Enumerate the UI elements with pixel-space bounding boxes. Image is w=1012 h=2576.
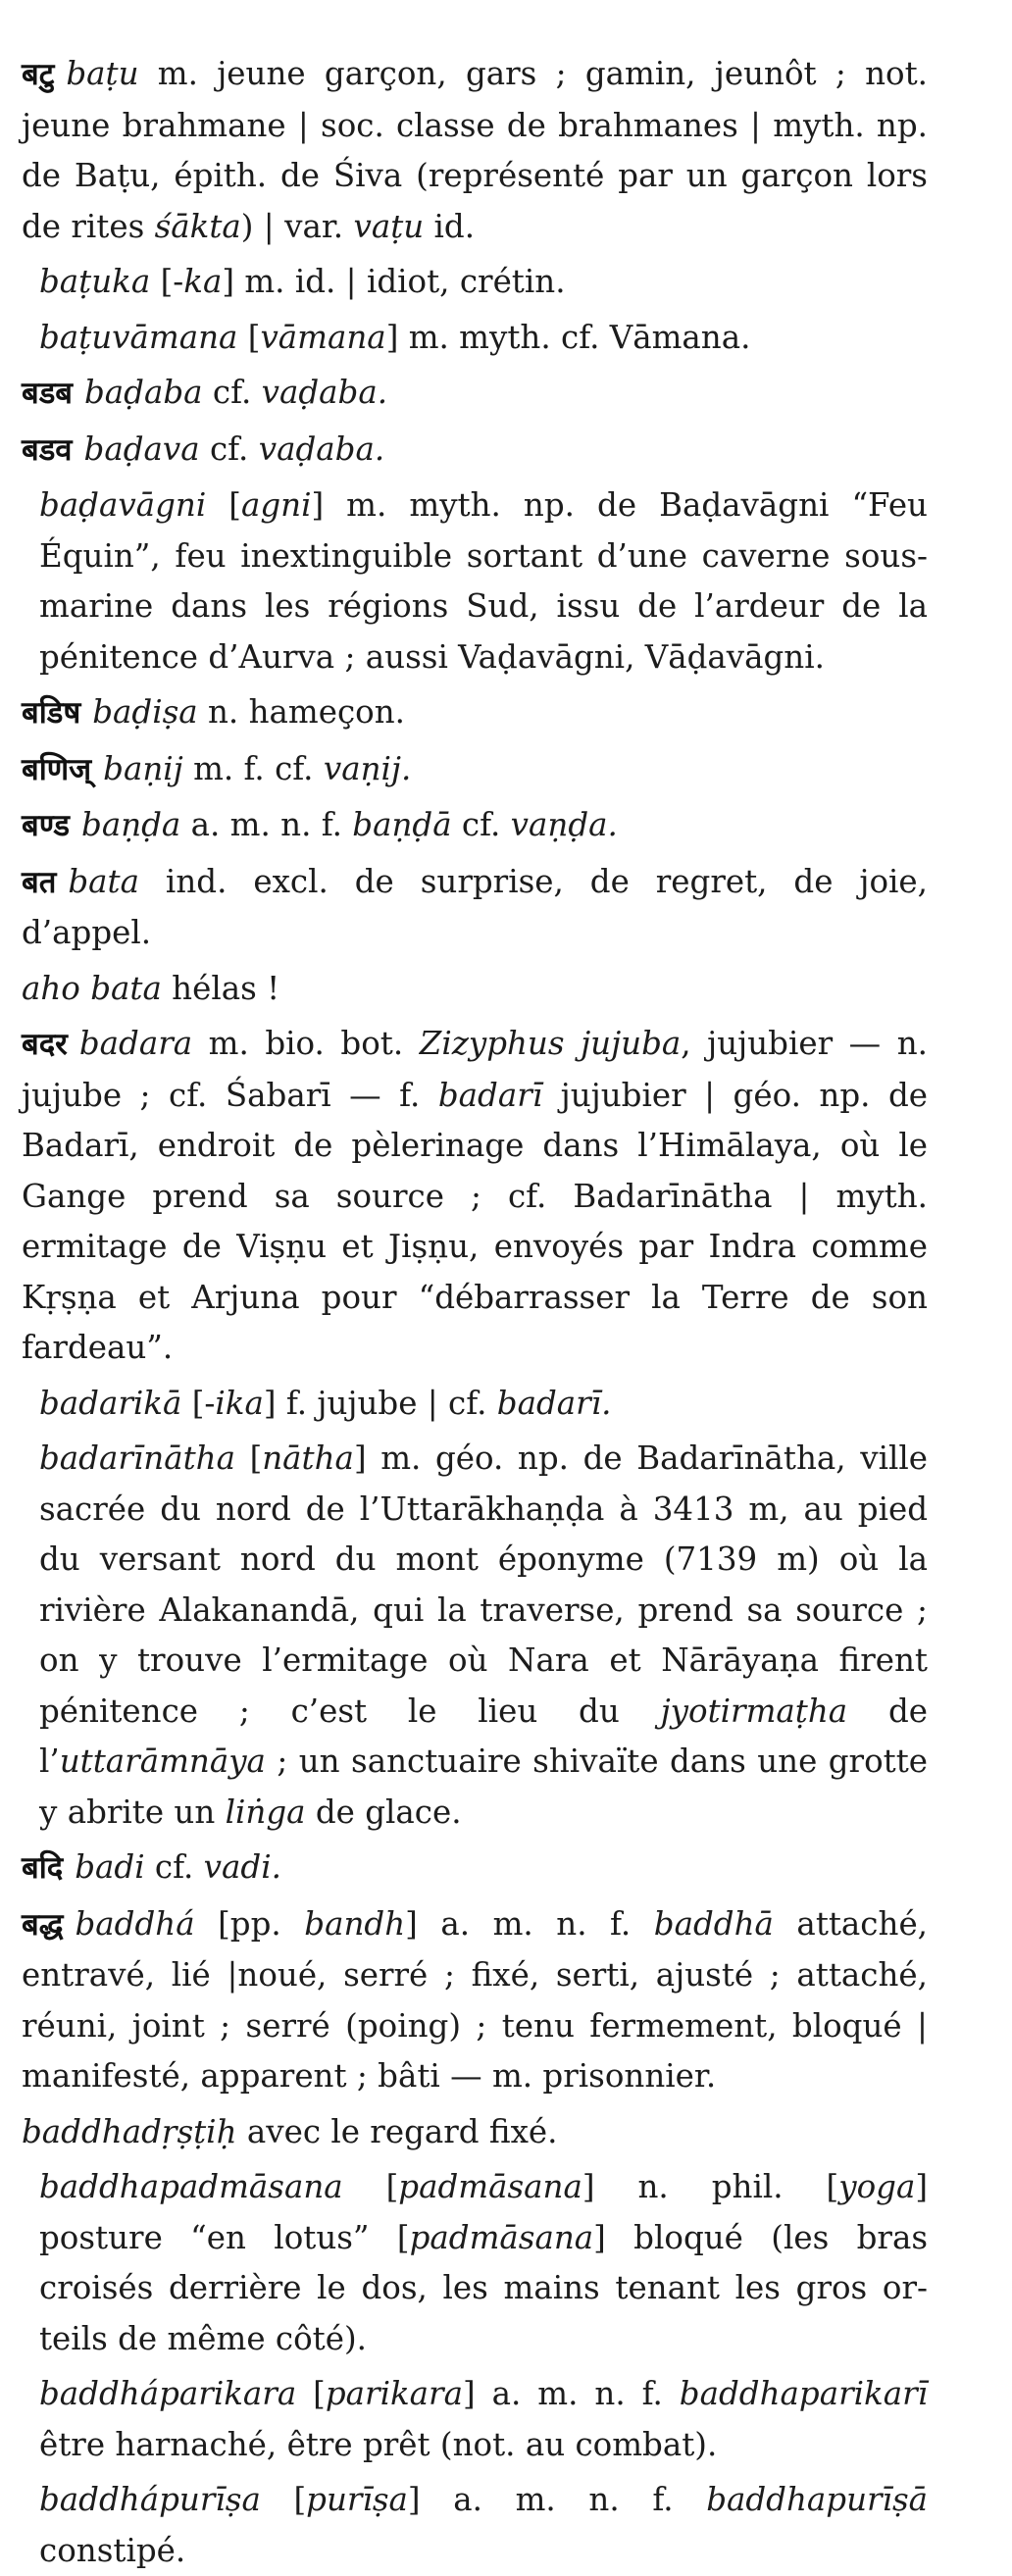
definition-text: hélas ! [161,969,280,1007]
sub-entry [22,313,928,364]
definition-text: être harnaché, être prêt (not. au combat). [39,2425,718,2463]
definition-text: n. hameçon. [197,693,405,731]
definition-text: [ [296,2375,326,2412]
italic-term: baṭuka [39,263,151,300]
definition-text: [ [260,2481,307,2518]
devanagari-headword: बत [22,864,57,900]
italic-term: uttarāmnāya [59,1743,266,1780]
italic-term: baṭuvāmana [39,318,238,356]
definition-text: ] m. myth. cf. Vāmana. [385,318,751,356]
italic-term: baddhapadmāsana [39,2168,343,2205]
italic-term: baddhá [75,1904,195,1943]
devanagari-headword: बडब [22,376,73,411]
definition-text: m. f. cf. [182,749,324,787]
definition-text: ) | var. [240,207,354,245]
definition-text: de l’ [39,1692,928,1780]
dictionary-entry [22,425,928,477]
devanagari-headword: बटु [22,57,55,92]
italic-term: baddháparikara [39,2375,297,2412]
italic-term: padmāsana [409,2218,594,2256]
sub-entry [22,480,928,682]
italic-term: parikara [325,2375,463,2412]
italic-term: baṇḍa [81,806,181,843]
devanagari-headword: बडव [22,431,73,468]
italic-term: badarī [437,1076,543,1114]
italic-term: vāmana [260,318,386,356]
definition-text: cf. [451,806,511,843]
italic-term: baddhapurīṣā [706,2481,929,2518]
devanagari-headword: बण्ड [22,808,71,843]
italic-term: padmāsana [398,2168,582,2205]
italic-term: baṭu [66,55,139,92]
italic-term: nātha [262,1440,354,1477]
italic-term: liṅga [225,1793,306,1831]
italic-term: purīṣa [306,2481,408,2518]
definition-text: ] a. m. n. f. [462,2375,680,2412]
definition-text: [ [237,318,261,356]
dictionary-entry [22,49,928,252]
definition-text: [ [206,486,241,524]
sub-entry [22,2162,928,2364]
italic-term: baḍiṣa [92,693,198,731]
definition-text: m. bio. bot. [192,1025,420,1062]
sub-entry [22,2369,928,2470]
definition-text: ] m. géo. np. de Badarīnātha, ville sacrée du nord de l’Uttarākhaṇḍa à 3413 m, au pied du versant nord du mont éponyme (7139 m) où la rivière Alakanandā, qui la traverse, prend sa source ; on y trouve l’ermitage où Nara et Nārāyaṇa firent pénitence ; c’est le lieu du [39,1440,928,1730]
italic-term: agni [240,486,312,524]
dictionary-entry [22,1019,928,1374]
italic-term: baṇij [103,749,183,787]
definition-text: ] a. m. n. f. [405,1904,654,1943]
devanagari-headword: बदि [22,1850,64,1886]
italic-term: bandh [304,1904,406,1943]
definition-text: de glace. [305,1793,462,1831]
italic-term: baddhaparikarī [679,2375,929,2412]
definition-text: cf. [202,374,262,411]
definition-text: ] bloqué (les bras croisés derrière le dos, les mains tenant les gros orteils de même côté). [39,2218,928,2357]
devanagari-headword: बदर [22,1027,68,1062]
definition-text: avec le regard fixé. [236,2112,558,2150]
definition-text: attaché, entravé, lié |noué, serré ; fixé, serti, ajusté ; attaché, réuni, joint ; serré (poing) ; tenu fermement, bloqué | manifesté, apparent ; bâti — m. prisonnier. [22,1904,929,2095]
definition-text: ] f. jujube | cf. [263,1384,497,1422]
italic-term: badarīnātha [39,1440,235,1477]
definition-text: jujubier | géo. np. de Badarī, endroit de pèlerinage dans l’Himālaya, où le Gange prend sa source ; cf. Badarīnātha | myth. ermitage de Viṣṇu et Jiṣṇu, envoyés par Indra comme Kṛṣṇa et Arjuna pour “débarrasser la Terre de son fardeau”. [22,1076,928,1366]
dictionary-entry [22,1843,928,1894]
definition-text: m. jeune garçon, gars ; gamin, jeunôt ; not. jeune brahmane | soc. classe de brahmanes | myth. np. de Baṭu, épith. de Śiva (représenté par un garçon lors de rites [22,55,928,245]
definition-text: , jujubier — n. jujube ; cf. Śabarī — f. [22,1025,928,1114]
sub-entry [22,1434,928,1838]
definition-text: ] a. m. n. f. [407,2481,707,2518]
dictionary-entry [22,687,928,739]
italic-term: vaṭu [353,207,425,245]
italic-term: badarī. [496,1384,612,1422]
italic-term: śākta [154,207,241,245]
italic-term: baddhā [653,1904,774,1943]
dictionary-entry [22,2107,928,2158]
sub-entry [22,1379,928,1430]
italic-term: vadi. [203,1848,281,1886]
italic-term: ika [215,1384,264,1422]
italic-term: baḍavāgni [39,486,207,524]
italic-term: aho bata [22,969,162,1007]
definition-text: ind. excl. de surprise, de regret, de joie, d’appel. [22,862,928,951]
definition-text: id. [424,207,476,245]
definition-text: ] m. myth. np. de Baḍavāgni “Feu Équin”, feu inextinguible sortant d’une caverne sous-marine dans les régions Sud, issu de l’ardeur de la pénitence d’Aurva ; aussi Vaḍavāgni, Vāḍavāgni. [39,486,928,676]
definition-text: [- [181,1384,216,1422]
dictionary-entry [22,1899,928,2102]
definition-text: [pp. [194,1904,305,1943]
definition-text: ; un sanctuaire shivaïte dans une grotte y abrite un [39,1743,928,1831]
definition-text: ] m. id. | idiot, crétin. [222,263,566,300]
italic-term: Zizyphus jujuba [419,1025,682,1062]
definition-text: [ [342,2168,399,2205]
italic-term: baḍaba [84,374,203,411]
sub-entry [22,2475,928,2576]
sub-entry [22,257,928,308]
italic-term: baddhápurīṣa [39,2481,261,2518]
devanagari-headword: बडिष [22,695,81,731]
dictionary-entry [22,744,928,796]
italic-term: badara [78,1025,193,1062]
italic-term: jyotirmaṭha [660,1692,848,1730]
definition-text: [ [234,1440,263,1477]
italic-term: baḍava [83,429,200,468]
definition-text: cf. [199,429,259,468]
definition-text: ] n. phil. [ [582,2168,839,2205]
italic-term: ka [183,263,223,300]
dictionary-entry [22,857,928,959]
italic-term: baddhadṛṣṭiḥ [22,2112,237,2150]
dictionary-entry [22,368,928,420]
italic-term: bata [68,862,139,900]
dictionary-entry [22,800,928,852]
italic-term: yoga [838,2168,916,2205]
definition-text: [- [150,263,184,300]
definition-text: a. m. n. f. [180,806,353,843]
italic-term: baṇḍā [352,806,452,843]
italic-term: vaḍaba. [258,429,385,468]
italic-term: vaṇij. [323,749,412,787]
dictionary-entry [22,964,928,1015]
italic-term: badarikā [39,1384,182,1422]
definition-text: cf. [144,1848,204,1886]
devanagari-headword: बणिज् [22,751,92,787]
italic-term: badi [75,1848,145,1886]
definition-text: ] posture “en lotus” [ [39,2168,929,2256]
devanagari-headword: बद्ध [22,1906,64,1943]
italic-term: vaṇḍa. [510,806,618,843]
italic-term: vaḍaba. [261,374,388,411]
definition-text: constipé. [39,2531,186,2569]
